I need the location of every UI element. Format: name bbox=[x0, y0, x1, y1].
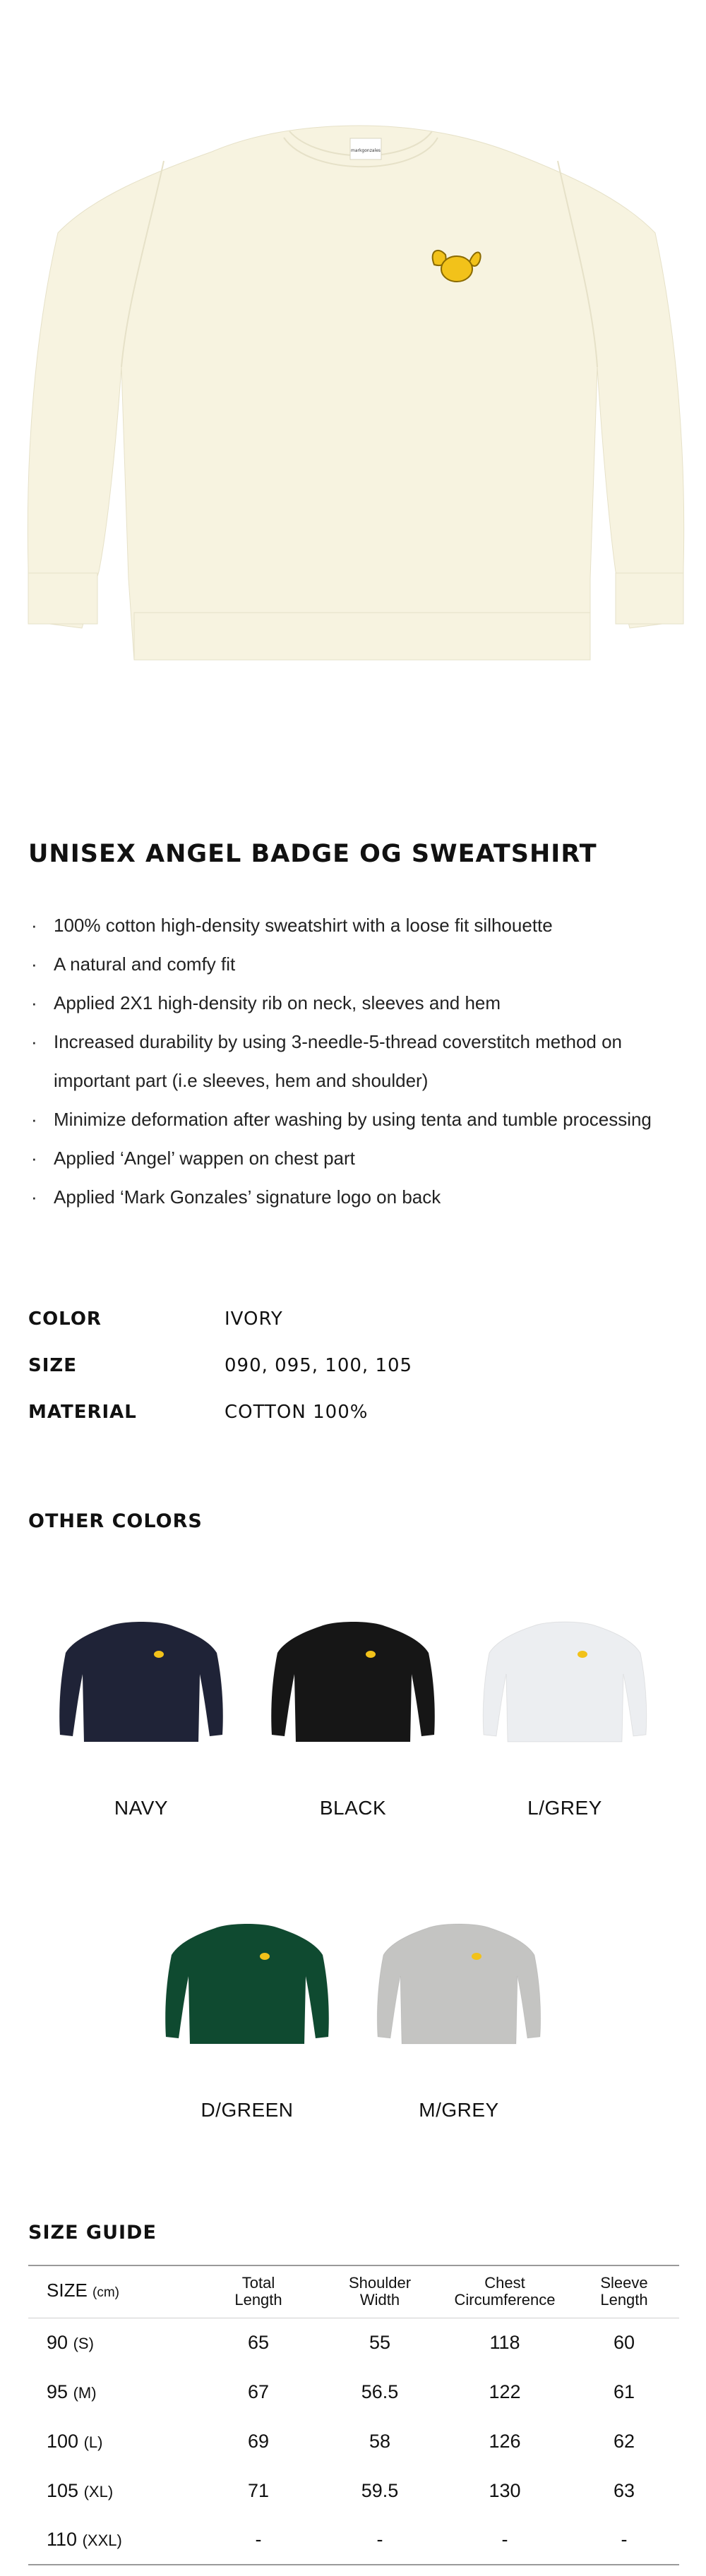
header-line: Sleeve bbox=[600, 2274, 648, 2292]
column-header-shoulder-width bbox=[319, 2265, 441, 2318]
spec-value: 090, 095, 100, 105 bbox=[225, 1355, 413, 1376]
size-cell bbox=[28, 2367, 198, 2416]
table-cell: 130 bbox=[489, 2479, 521, 2501]
size-cell bbox=[28, 2318, 198, 2367]
header-line: Total bbox=[241, 2274, 275, 2292]
swatch-label: M/GREY bbox=[419, 2099, 499, 2121]
angel-badge-icon bbox=[260, 1953, 270, 1960]
table-row bbox=[28, 2367, 679, 2416]
color-swatch-light-grey[interactable] bbox=[477, 1596, 653, 1819]
spec-row-size bbox=[28, 1342, 664, 1389]
spec-label: MATERIAL bbox=[28, 1402, 137, 1423]
header-line: Length bbox=[234, 2291, 282, 2309]
size-table-header bbox=[28, 2265, 679, 2318]
spec-label: COLOR bbox=[28, 1308, 102, 1330]
swatch-image bbox=[159, 1898, 335, 2061]
table-row bbox=[28, 2318, 679, 2367]
feature-text: 100% cotton high-density sweatshirt with a loose fit silhouette bbox=[54, 915, 553, 936]
sweatshirt-body bbox=[28, 126, 683, 660]
swatch-sweatshirt-shape bbox=[377, 1924, 540, 2044]
table-cell: 69 bbox=[247, 2430, 270, 2452]
size-header-label: SIZE bbox=[47, 2280, 88, 2301]
sweatshirt-illustration bbox=[0, 0, 706, 734]
size-value: 105 bbox=[47, 2479, 79, 2501]
size-guide-heading: SIZE GUIDE bbox=[28, 2222, 157, 2244]
size-cell bbox=[28, 2515, 198, 2565]
size-column-header bbox=[28, 2265, 198, 2318]
feature-list bbox=[30, 906, 693, 1217]
swatch-label: L/GREY bbox=[527, 1797, 602, 1819]
swatch-label: BLACK bbox=[319, 1797, 387, 1819]
angel-badge-icon bbox=[472, 1953, 481, 1960]
swatch-sweatshirt-shape bbox=[59, 1622, 222, 1742]
feature-item bbox=[30, 1100, 693, 1139]
header-line: Length bbox=[600, 2291, 648, 2309]
spec-row-material bbox=[28, 1389, 664, 1436]
table-cell: 122 bbox=[489, 2381, 521, 2402]
feature-text: Applied ‘Mark Gonzales’ signature logo on back bbox=[54, 1186, 441, 1208]
hem-rib bbox=[134, 613, 590, 660]
angel-badge-icon bbox=[578, 1651, 587, 1658]
hero-product-image bbox=[0, 0, 706, 734]
table-cell: 61 bbox=[613, 2381, 635, 2402]
swatch-image bbox=[265, 1596, 441, 1759]
bullet-icon: · bbox=[31, 1031, 37, 1052]
swatch-image bbox=[53, 1596, 229, 1759]
size-alias: (L) bbox=[83, 2433, 103, 2451]
size-value: 100 bbox=[47, 2430, 79, 2452]
color-swatch-dark-green[interactable] bbox=[159, 1898, 335, 2121]
feature-text: A natural and comfy fit bbox=[54, 953, 236, 975]
size-alias: (XXL) bbox=[82, 2532, 122, 2549]
feature-text: Applied 2X1 high-density rib on neck, sleeves and hem bbox=[54, 992, 501, 1013]
color-swatch-navy[interactable] bbox=[53, 1596, 229, 1819]
neck-label-text: markgonzales bbox=[350, 148, 381, 153]
feature-text: Applied ‘Angel’ wappen on chest part bbox=[54, 1148, 355, 1169]
table-cell: 65 bbox=[247, 2331, 270, 2353]
column-header-sleeve-length bbox=[569, 2265, 679, 2318]
swatch-image bbox=[477, 1596, 653, 1759]
spec-table bbox=[28, 1296, 664, 1436]
spec-value: COTTON 100% bbox=[225, 1402, 369, 1423]
header-line: Circumference bbox=[454, 2291, 556, 2309]
swatch-image bbox=[371, 1898, 547, 2061]
size-alias: (XL) bbox=[83, 2482, 114, 2500]
table-cell: 71 bbox=[247, 2479, 270, 2501]
bullet-icon: · bbox=[31, 1109, 37, 1130]
feature-item bbox=[30, 945, 693, 984]
size-guide-table bbox=[28, 2265, 679, 2565]
header-line: Width bbox=[359, 2291, 400, 2309]
table-cell: - bbox=[621, 2529, 628, 2550]
table-cell: - bbox=[376, 2529, 383, 2550]
table-cell: 60 bbox=[613, 2331, 635, 2353]
table-row bbox=[28, 2466, 679, 2515]
table-cell: - bbox=[501, 2529, 508, 2550]
size-header-unit: (cm) bbox=[92, 2285, 120, 2301]
bullet-icon: · bbox=[31, 992, 37, 1013]
table-row bbox=[28, 2515, 679, 2565]
size-alias: (S) bbox=[73, 2334, 94, 2352]
angel-badge-icon bbox=[154, 1651, 164, 1658]
header-line: Shoulder bbox=[348, 2274, 412, 2292]
swatch-label: NAVY bbox=[114, 1797, 169, 1819]
spec-value: IVORY bbox=[225, 1308, 283, 1330]
size-alias: (M) bbox=[73, 2383, 97, 2402]
bullet-icon: · bbox=[31, 1186, 37, 1208]
bullet-icon: · bbox=[31, 915, 37, 936]
table-cell: 62 bbox=[613, 2430, 635, 2452]
right-cuff-rib bbox=[616, 573, 683, 624]
angel-badge-icon bbox=[366, 1651, 376, 1658]
feature-item bbox=[30, 1178, 693, 1217]
table-cell: 58 bbox=[369, 2430, 391, 2452]
feature-text: Minimize deformation after washing by using tenta and tumble processing bbox=[54, 1109, 652, 1130]
bullet-icon: · bbox=[31, 1148, 37, 1169]
size-value: 90 bbox=[47, 2331, 68, 2353]
size-cell bbox=[28, 2416, 198, 2466]
swatch-label: D/GREEN bbox=[201, 2099, 294, 2121]
table-cell: 126 bbox=[489, 2430, 521, 2452]
table-row bbox=[28, 2416, 679, 2466]
other-colors-heading: OTHER COLORS bbox=[28, 1510, 203, 1532]
table-cell: 56.5 bbox=[361, 2381, 399, 2402]
swatch-sweatshirt-shape bbox=[483, 1622, 646, 1742]
spec-label: SIZE bbox=[28, 1355, 78, 1376]
swatch-sweatshirt-shape bbox=[165, 1924, 328, 2044]
header-line: Chest bbox=[484, 2274, 525, 2292]
product-title: UNISEX ANGEL BADGE OG SWEATSHIRT bbox=[28, 840, 597, 868]
feature-item bbox=[30, 1023, 693, 1100]
table-cell: 67 bbox=[247, 2381, 270, 2402]
table-cell: 63 bbox=[613, 2479, 635, 2501]
table-cell: 118 bbox=[489, 2331, 520, 2353]
size-value: 95 bbox=[47, 2381, 68, 2402]
feature-item bbox=[30, 984, 693, 1023]
feature-item bbox=[30, 906, 693, 945]
color-swatch-medium-grey[interactable] bbox=[371, 1898, 547, 2121]
color-swatch-black[interactable] bbox=[265, 1596, 441, 1819]
column-header-total-length bbox=[198, 2265, 319, 2318]
feature-text: Increased durability by using 3-needle-5-thread coverstitch method on important part (i.e sleeves, hem and shoulder) bbox=[54, 1031, 623, 1091]
bullet-icon: · bbox=[31, 953, 37, 975]
left-cuff-rib bbox=[28, 573, 97, 624]
size-value: 110 bbox=[47, 2529, 78, 2550]
feature-item bbox=[30, 1139, 693, 1178]
column-header-chest-circumference bbox=[441, 2265, 569, 2318]
size-cell bbox=[28, 2466, 198, 2515]
swatch-sweatshirt-shape bbox=[271, 1622, 434, 1742]
table-cell: 59.5 bbox=[361, 2479, 399, 2501]
table-cell: 55 bbox=[369, 2331, 391, 2353]
spec-row-color bbox=[28, 1296, 664, 1342]
table-cell: - bbox=[255, 2529, 262, 2550]
